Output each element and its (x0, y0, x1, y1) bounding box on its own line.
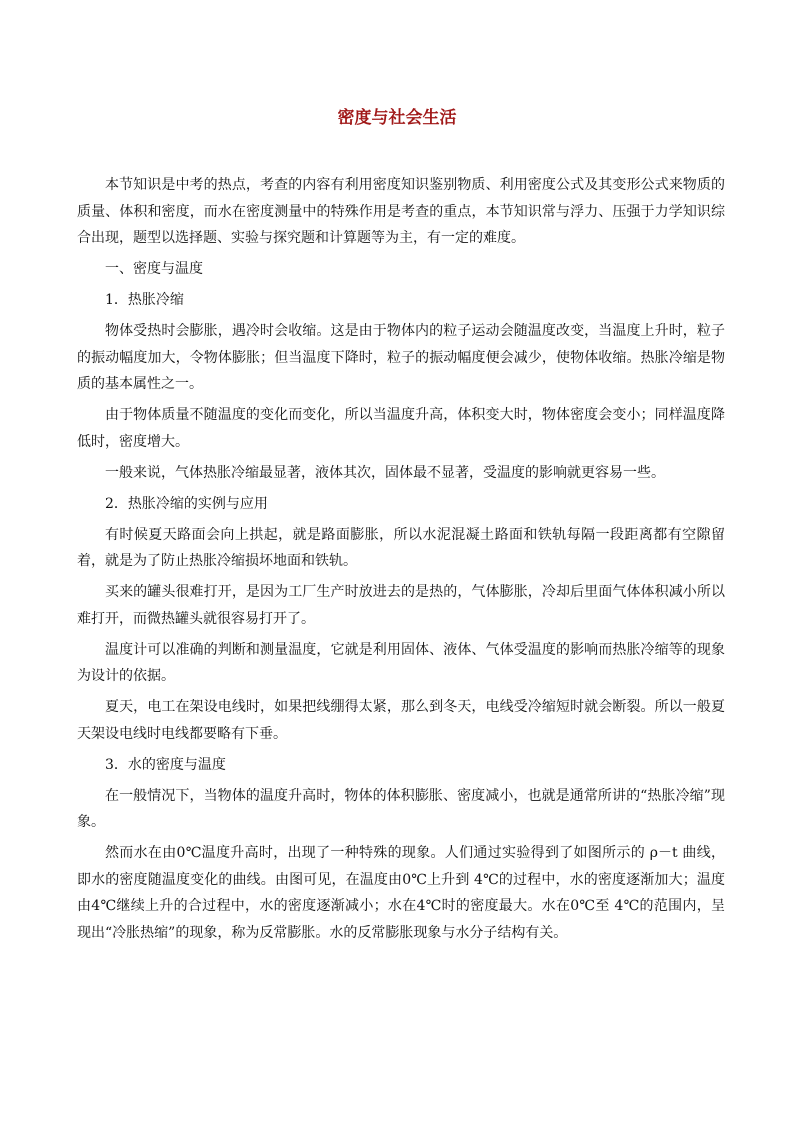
subheading-thermal-expansion: 1．热胀冷缩 (105, 292, 184, 308)
paragraph: 在一般情况下，当物体的温度升高时，物体的体积膨胀、密度减小，也就是通常所讲的“热胀冷缩”现象。 (77, 787, 725, 830)
paragraph: 一般来说，气体热胀冷缩最显著，液体其次，固体最不显著，受温度的影响就更容易一些。 (105, 464, 665, 481)
paragraph: 由于物体质量不随温度的变化而变化，所以当温度升高，体积变大时，物体密度会变小；同样温度降低时，密度增大。 (77, 407, 725, 450)
paragraph: 有时候夏天路面会向上拱起，就是路面膨胀，所以水泥混凝土路面和铁轨每隔一段距离都有空隙留着，就是为了防止热胀冷缩损坏地面和铁轨。 (77, 526, 725, 569)
section-heading-density-temperature: 一、密度与温度 (105, 261, 203, 277)
paragraph: 温度计可以准确的判断和测量温度，它就是利用固体、液体、气体受温度的影响而热胀冷缩等的现象为设计的依据。 (77, 641, 725, 684)
paragraph: 物体受热时会膨胀，遇冷时会收缩。这是由于物体内的粒子运动会随温度改变，当温度上升时，粒子的振动幅度加大，令物体膨胀；但当温度下降时，粒子的振动幅度便会减少，使物体收缩。热胀冷缩是物质的基本属性之一。 (77, 323, 725, 392)
paragraph: 夏天，电工在架设电线时，如果把线绷得太紧，那么到冬天，电线受冷缩短时就会断裂。所以一般夏天架设电线时电线都要略有下垂。 (77, 699, 725, 742)
paragraph: 买来的罐头很难打开，是因为工厂生产时放进去的是热的，气体膨胀，冷却后里面气体体积减小所以难打开，而微热罐头就很容易打开了。 (77, 584, 725, 627)
subheading-water-density: 3．水的密度与温度 (105, 756, 226, 773)
subheading-examples-applications: 2．热胀冷缩的实例与应用 (105, 495, 268, 512)
paragraph: 然而水在由0℃温度升高时，出现了一种特殊的现象。人们通过实验得到了如图所示的 ρ－t 曲线，即水的密度随温度变化的曲线。由图可见，在温度由0℃上升到 4℃的过程中，水的密度逐渐加大；温度由4℃继续上升的合过程中，水的密度逐渐减小；水在4℃时的密度最大。水在0℃至 4℃的范围内，呈现出“冷胀热缩”的现象，称为反常膨胀。水的反常膨胀现象与水分子结构有关。 (77, 845, 725, 941)
page-title: 密度与社会生活 (337, 108, 457, 128)
document-body (77, 172, 725, 946)
paragraph-intro: 本节知识是中考的热点，考查的内容有利用密度知识鉴别物质、利用密度公式及其变形公式来物质的质量、体积和密度，而水在密度测量中的特殊作用是考查的重点，本节知识常与浮力、压强于力学知识综合出现，题型以选择题、实验与探究题和计算题等为主，有一定的难度。 (77, 177, 725, 246)
